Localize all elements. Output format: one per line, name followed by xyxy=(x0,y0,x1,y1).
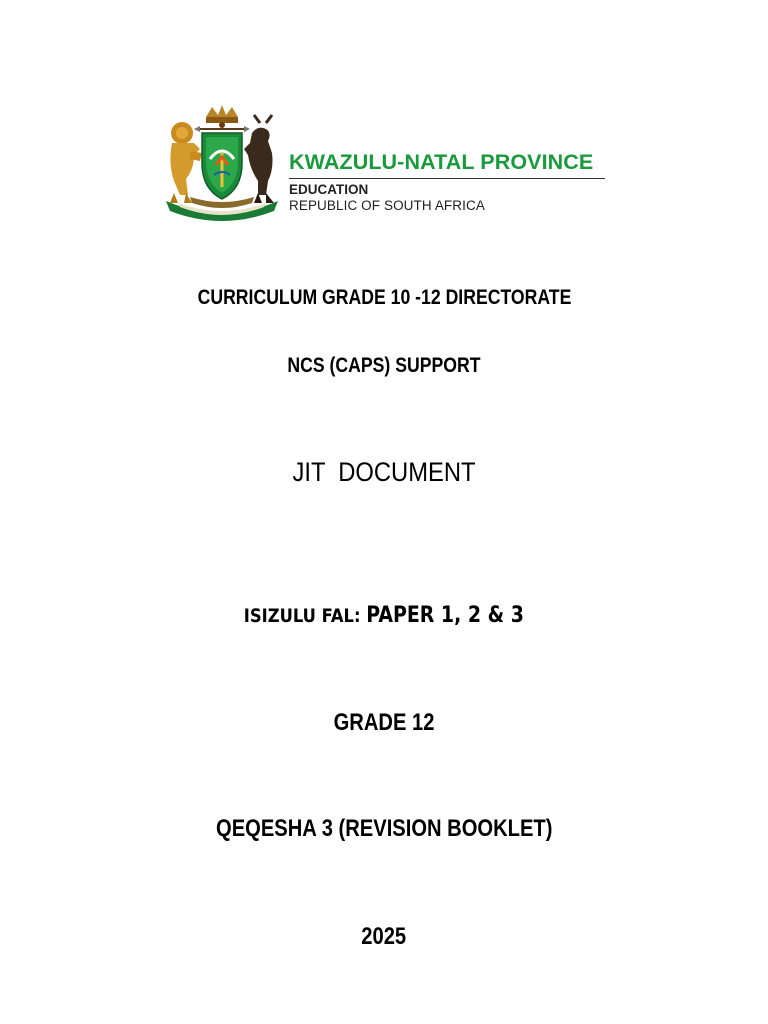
booklet-text: QEQESHA 3 (REVISION BOOKLET) xyxy=(215,815,553,842)
grade-heading xyxy=(0,709,768,737)
ribbon-icon xyxy=(166,197,278,221)
country-name: REPUBLIC OF SOUTH AFRICA xyxy=(289,198,485,213)
document-title-text: JIT DOCUMENT xyxy=(292,457,476,487)
support-heading xyxy=(0,354,768,378)
lion-icon xyxy=(170,122,202,203)
directorate-text: CURRICULUM GRADE 10 -12 DIRECTORATE xyxy=(197,286,571,309)
department-logo xyxy=(160,103,608,223)
grade-text: GRADE 12 xyxy=(333,709,435,736)
department-name: EDUCATION xyxy=(289,182,369,197)
subject-prefix: ISIZULU FAL: xyxy=(243,605,367,627)
subject-heading xyxy=(0,603,768,628)
year-heading xyxy=(0,923,768,951)
brand-divider xyxy=(289,178,605,179)
support-text: NCS (CAPS) SUPPORT xyxy=(287,354,481,377)
booklet-heading xyxy=(0,815,768,843)
wildebeest-icon xyxy=(244,115,274,203)
year-text: 2025 xyxy=(361,923,407,950)
shield-icon xyxy=(202,133,242,199)
subject-line xyxy=(244,603,524,628)
province-title: KWAZULU-NATAL PROVINCE xyxy=(289,150,594,174)
document-title xyxy=(0,457,768,488)
subject-papers: PAPER 1, 2 & 3 xyxy=(366,603,525,628)
brand-text xyxy=(289,149,605,214)
coat-of-arms-icon xyxy=(160,103,284,223)
directorate-heading xyxy=(0,286,768,310)
crown-icon xyxy=(206,105,238,128)
